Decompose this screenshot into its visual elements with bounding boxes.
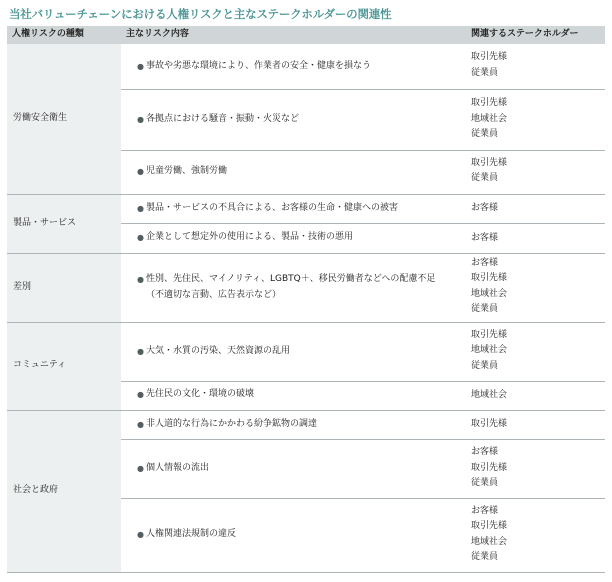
risk-cell (121, 323, 455, 383)
stakeholder-cell (455, 411, 605, 441)
stakeholder: お客様 (471, 257, 499, 268)
header-risk: 主なリスク内容 (121, 26, 455, 44)
risk-cell (121, 224, 455, 254)
stakeholder: 取引先様 (471, 273, 508, 283)
risk-text: 性別、先住民、マイノリティ、LGBTQ＋、移民労働者などへの配慮不足（不適切な言動、広告表示など） (146, 274, 436, 300)
risk-text: 事故や劣悪な環境により、作業者の安全・健康を損なう (146, 60, 372, 71)
stakeholder-cell (455, 151, 605, 195)
bullet-icon: ● (137, 115, 144, 124)
stakeholder: お客様 (471, 203, 499, 213)
bullet-icon: ● (137, 530, 144, 540)
stakeholder: 取引先様 (471, 98, 508, 108)
risk-text: 企業として想定外の使用による、製品・技術の悪用 (146, 232, 354, 242)
risk-cell (121, 440, 455, 499)
stakeholder: 取引先様 (471, 52, 508, 62)
risk-cell (121, 90, 455, 151)
category-cell: 労働安全衛生 (7, 44, 121, 195)
stakeholder: 従業員 (471, 478, 499, 488)
bullet-icon: ● (137, 419, 144, 429)
bullet-icon: ● (137, 390, 144, 399)
risk-text: 各拠点における騒音・振動・火災など (146, 114, 300, 124)
stakeholder-cell (455, 90, 605, 151)
category-cell: 製品・サービス (7, 195, 121, 254)
category-cell: コミュニティ (7, 323, 121, 411)
bullet-icon: ● (137, 167, 144, 177)
bullet-icon: ● (137, 275, 144, 285)
risk-text: 製品・サービスの不具合による、お客様の生命・健康への被害 (146, 202, 399, 213)
stakeholder: 地域社会 (471, 288, 508, 299)
stakeholder: 従業員 (471, 360, 499, 371)
stakeholder: 従業員 (471, 304, 499, 314)
category-cell: 差別 (7, 254, 121, 323)
stakeholder-cell (455, 224, 605, 254)
stakeholder: 地域社会 (471, 390, 508, 400)
bullet-icon: ● (137, 233, 144, 242)
risk-cell (121, 195, 455, 225)
stakeholder-cell (455, 382, 605, 411)
risk-text: 大気・水質の汚染、天然資源の乱用 (146, 346, 291, 356)
risk-text: 人権関連法規制の違反 (146, 529, 237, 540)
risk-table (7, 26, 605, 573)
risk-cell (121, 254, 455, 323)
stakeholder-cell (455, 44, 605, 90)
stakeholder-cell (455, 440, 605, 499)
risk-cell (121, 44, 455, 90)
stakeholder: 地域社会 (471, 345, 508, 355)
risk-cell (121, 151, 455, 195)
risk-text: 児童労働、強制労働 (146, 166, 228, 177)
stakeholder: 従業員 (471, 67, 499, 78)
risk-cell (121, 382, 455, 411)
stakeholder: 地域社会 (471, 113, 508, 124)
stakeholder: 取引先様 (471, 419, 508, 429)
risk-cell (121, 499, 455, 573)
bullet-icon: ● (137, 464, 144, 473)
risk-text: 非人道的な行為にかかわる紛争鉱物の調達 (146, 418, 318, 429)
stakeholder: 従業員 (471, 173, 499, 183)
stakeholder-cell (455, 323, 605, 383)
page-title: 当社バリューチェーンにおける人権リスクと主なステークホルダーの関連性 (9, 7, 392, 21)
header-category: 人権リスクの種類 (7, 26, 121, 44)
stakeholder: お客様 (471, 447, 499, 457)
stakeholder: 取引先様 (471, 521, 508, 531)
stakeholder: お客様 (471, 505, 499, 516)
stakeholder: 従業員 (471, 129, 499, 139)
stakeholder: 取引先様 (471, 462, 508, 473)
risk-text: 個人情報の流出 (146, 463, 210, 473)
category-cell: 社会と政府 (7, 411, 121, 573)
stakeholder: 取引先様 (471, 329, 508, 340)
risk-cell (121, 411, 455, 441)
bullet-icon: ● (137, 61, 144, 71)
stakeholder: お客様 (471, 232, 499, 243)
stakeholder-cell (455, 254, 605, 323)
header-stakeholders: 関連するステークホルダー (455, 26, 605, 44)
bullet-icon: ● (137, 203, 144, 213)
stakeholder: 取引先様 (471, 157, 508, 168)
stakeholder-cell (455, 195, 605, 225)
stakeholder: 地域社会 (471, 536, 508, 547)
stakeholder-cell (455, 499, 605, 573)
stakeholder: 従業員 (471, 552, 499, 562)
bullet-icon: ● (137, 347, 144, 356)
risk-text: 先住民の文化・環境の破壊 (146, 389, 255, 399)
